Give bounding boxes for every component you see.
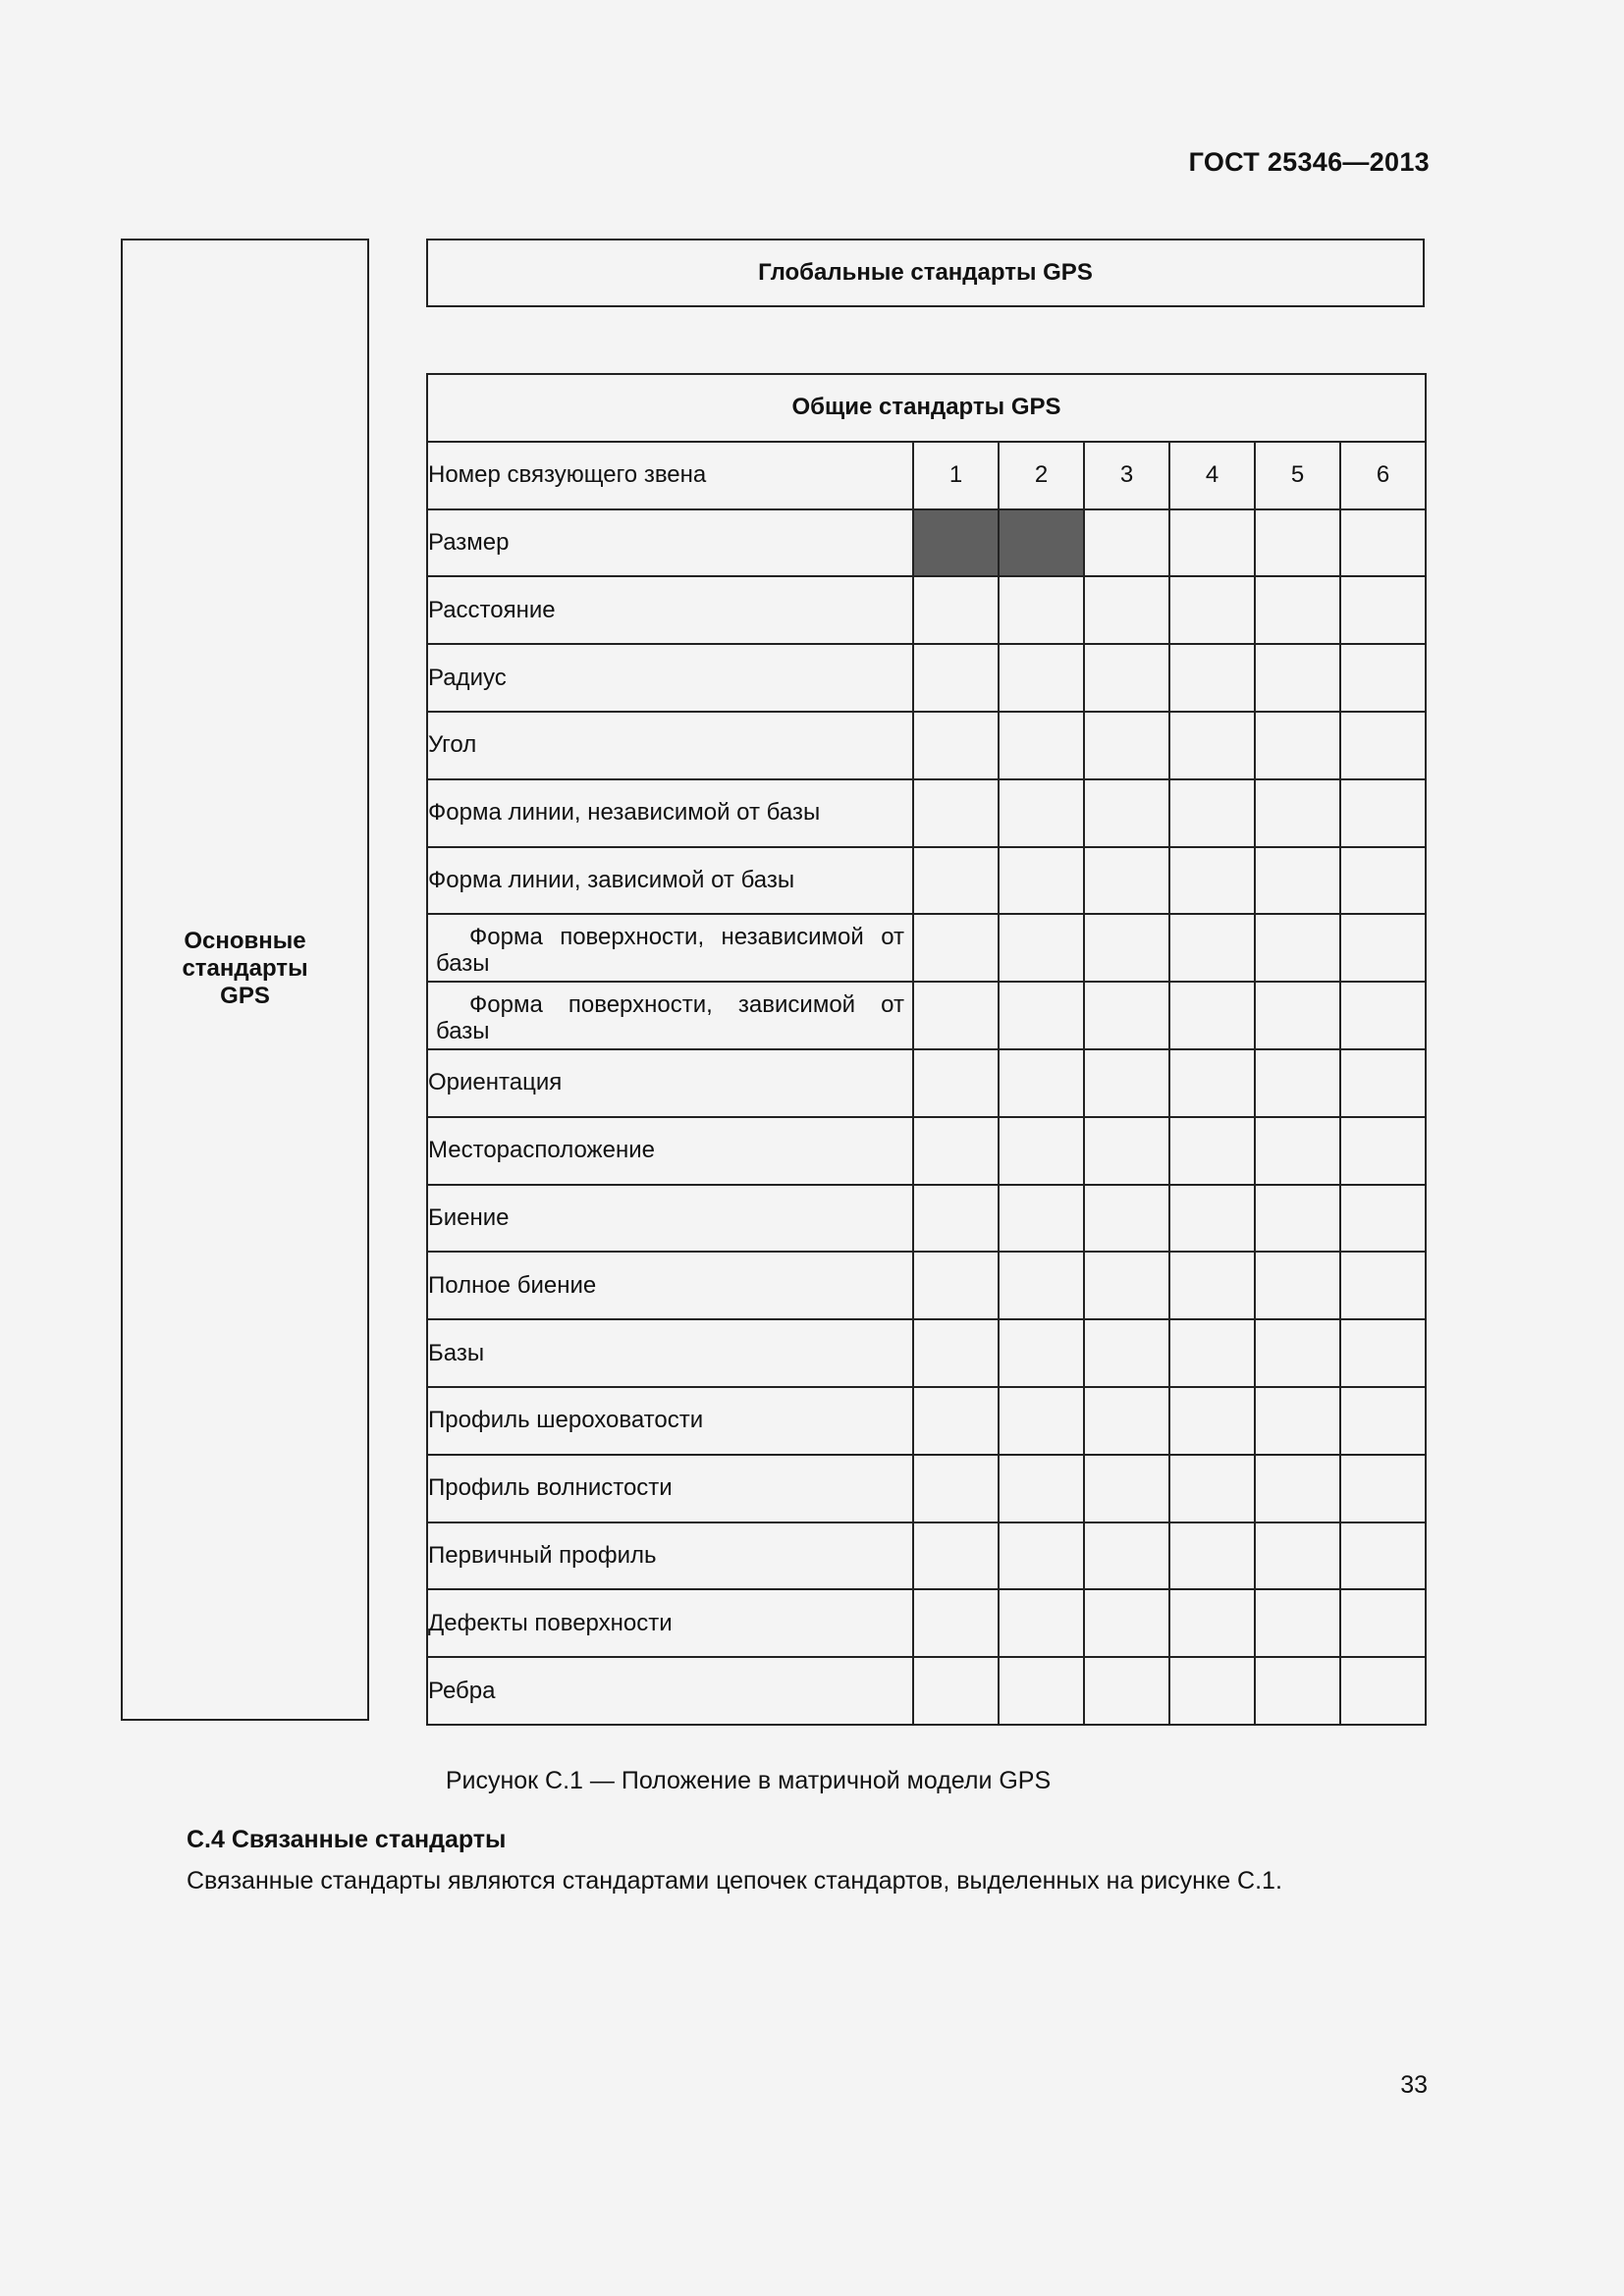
matrix-cell <box>1340 1455 1426 1522</box>
matrix-cell <box>1169 576 1255 644</box>
matrix-cell <box>999 1252 1084 1319</box>
matrix-cell <box>1340 1589 1426 1657</box>
matrix-cell <box>1340 1049 1426 1117</box>
matrix-cell <box>999 847 1084 915</box>
matrix-cell <box>1169 1252 1255 1319</box>
row-label: Радиус <box>427 644 913 712</box>
basic-standards-label: Основные стандарты GPS <box>182 928 308 1009</box>
column-number-2: 2 <box>999 442 1084 509</box>
matrix-cell <box>1084 1522 1169 1590</box>
matrix-row <box>427 1455 1426 1522</box>
row-label: Угол <box>427 712 913 779</box>
section-heading: С.4 Связанные стандарты <box>187 1826 507 1853</box>
matrix-row <box>427 1185 1426 1253</box>
matrix-cell <box>999 1049 1084 1117</box>
matrix-title-row <box>427 374 1426 442</box>
matrix-cell <box>913 1117 999 1185</box>
matrix-cell <box>1169 712 1255 779</box>
matrix-cell <box>1340 779 1426 847</box>
row-label: Ориентация <box>427 1049 913 1117</box>
row-label: Форма поверхности, зависимой от базы <box>427 982 913 1049</box>
matrix-cell <box>1340 914 1426 982</box>
matrix-cell <box>1084 1387 1169 1455</box>
column-number-4: 4 <box>1169 442 1255 509</box>
matrix-cell <box>1169 1589 1255 1657</box>
row-label: Профиль шероховатости <box>427 1387 913 1455</box>
matrix-cell <box>1255 1117 1340 1185</box>
row-label: Биение <box>427 1185 913 1253</box>
matrix-cell <box>999 1185 1084 1253</box>
matrix-cell <box>1084 644 1169 712</box>
matrix-cell <box>1255 1185 1340 1253</box>
matrix-row <box>427 1387 1426 1455</box>
matrix-cell <box>999 914 1084 982</box>
matrix-cell <box>913 982 999 1049</box>
matrix-row <box>427 779 1426 847</box>
matrix-cell <box>1169 779 1255 847</box>
section-body: Связанные стандарты являются стандартами цепочек стандартов, выделенных на рисунке С.1. <box>187 1867 1282 1895</box>
matrix-row <box>427 509 1426 577</box>
matrix-cell <box>1255 847 1340 915</box>
matrix-cell <box>1169 982 1255 1049</box>
column-number-1: 1 <box>913 442 999 509</box>
matrix-cell <box>1084 509 1169 577</box>
matrix-cell <box>999 779 1084 847</box>
general-standards-title: Общие стандарты GPS <box>427 374 1426 442</box>
matrix-cell <box>1255 1049 1340 1117</box>
row-label: Базы <box>427 1319 913 1387</box>
row-label: Ребра <box>427 1657 913 1725</box>
matrix-row <box>427 1657 1426 1725</box>
matrix-cell <box>1084 982 1169 1049</box>
matrix-cell <box>1340 1117 1426 1185</box>
matrix-cell <box>1084 1049 1169 1117</box>
matrix-cell <box>1169 1185 1255 1253</box>
matrix-row <box>427 847 1426 915</box>
matrix-cell <box>1255 1252 1340 1319</box>
matrix-cell <box>1084 1589 1169 1657</box>
matrix-cell <box>913 779 999 847</box>
matrix-cell <box>1340 847 1426 915</box>
matrix-cell <box>999 1657 1084 1725</box>
matrix-cell <box>1169 1117 1255 1185</box>
matrix-row <box>427 1252 1426 1319</box>
row-label: Расстояние <box>427 576 913 644</box>
matrix-cell <box>913 712 999 779</box>
matrix-cell <box>1084 847 1169 915</box>
matrix-cell <box>913 644 999 712</box>
matrix-cell <box>1084 914 1169 982</box>
matrix-cell <box>1255 982 1340 1049</box>
matrix-cell <box>1084 1252 1169 1319</box>
row-label: Дефекты поверхности <box>427 1589 913 1657</box>
matrix-cell <box>1169 644 1255 712</box>
matrix-cell <box>1255 914 1340 982</box>
matrix-cell <box>1255 644 1340 712</box>
matrix-cell <box>1340 1657 1426 1725</box>
column-number-5: 5 <box>1255 442 1340 509</box>
matrix-cell <box>999 1387 1084 1455</box>
matrix-cell <box>999 576 1084 644</box>
matrix-cell <box>913 1252 999 1319</box>
matrix-row <box>427 576 1426 644</box>
matrix-cell <box>999 1589 1084 1657</box>
matrix-cell <box>1169 914 1255 982</box>
matrix-cell <box>913 576 999 644</box>
matrix-body <box>427 442 1426 1725</box>
matrix-cell <box>913 1522 999 1590</box>
matrix-cell-filled <box>913 509 999 577</box>
matrix-row <box>427 1049 1426 1117</box>
matrix-cell <box>1255 779 1340 847</box>
matrix-row <box>427 644 1426 712</box>
matrix-cell <box>1340 644 1426 712</box>
matrix-cell <box>1169 1387 1255 1455</box>
matrix-cell <box>1169 1657 1255 1725</box>
matrix-cell <box>1084 1185 1169 1253</box>
row-label: Форма линии, зависимой от базы <box>427 847 913 915</box>
matrix-cell <box>913 1657 999 1725</box>
matrix-cell <box>1340 982 1426 1049</box>
basic-standards-box <box>121 239 369 1721</box>
matrix-cell <box>999 644 1084 712</box>
matrix-cell <box>999 1117 1084 1185</box>
matrix-cell <box>913 914 999 982</box>
matrix-row <box>427 1319 1426 1387</box>
row-label: Форма линии, независимой от базы <box>427 779 913 847</box>
link-number-label: Номер связующего звена <box>427 442 913 509</box>
matrix-cell <box>913 847 999 915</box>
matrix-cell <box>999 1319 1084 1387</box>
figure-caption <box>0 1767 1624 1795</box>
column-number-6: 6 <box>1340 442 1426 509</box>
matrix-cell <box>1255 1657 1340 1725</box>
matrix-cell <box>1169 509 1255 577</box>
matrix-cell <box>1084 1657 1169 1725</box>
row-label: Полное биение <box>427 1252 913 1319</box>
matrix-cell <box>913 1319 999 1387</box>
matrix-row <box>427 712 1426 779</box>
matrix-cell <box>1169 1319 1255 1387</box>
matrix-row <box>427 1589 1426 1657</box>
matrix-cell-filled <box>999 509 1084 577</box>
matrix-cell <box>1255 1387 1340 1455</box>
column-number-3: 3 <box>1084 442 1169 509</box>
document-code: ГОСТ 25346—2013 <box>1188 147 1430 177</box>
matrix-row <box>427 1522 1426 1590</box>
matrix-cell <box>1255 712 1340 779</box>
matrix-cell <box>999 1455 1084 1522</box>
matrix-cell <box>1084 576 1169 644</box>
matrix-cell <box>1340 509 1426 577</box>
matrix-cell <box>1084 1319 1169 1387</box>
matrix-cell <box>1169 1049 1255 1117</box>
matrix-cell <box>1340 1387 1426 1455</box>
matrix-cell <box>1255 1319 1340 1387</box>
matrix-cell <box>1169 1522 1255 1590</box>
matrix-cell <box>1340 1185 1426 1253</box>
row-label: Месторасположение <box>427 1117 913 1185</box>
matrix-cell <box>1255 1522 1340 1590</box>
matrix-cell <box>913 1387 999 1455</box>
matrix-row <box>427 914 1426 982</box>
matrix-cell <box>913 1455 999 1522</box>
matrix-cell <box>1255 576 1340 644</box>
matrix-row <box>427 982 1426 1049</box>
matrix-cell <box>1255 1589 1340 1657</box>
matrix-cell <box>913 1589 999 1657</box>
row-label: Профиль волнистости <box>427 1455 913 1522</box>
matrix-cell <box>1340 712 1426 779</box>
row-label: Первичный профиль <box>427 1522 913 1590</box>
matrix-row <box>427 1117 1426 1185</box>
matrix-cell <box>999 712 1084 779</box>
matrix-cell <box>1340 576 1426 644</box>
matrix-cell <box>1340 1522 1426 1590</box>
page-number: 33 <box>1400 2071 1428 2099</box>
matrix-cell <box>1255 509 1340 577</box>
matrix-cell <box>1084 1455 1169 1522</box>
matrix-cell <box>913 1049 999 1117</box>
matrix-cell <box>999 1522 1084 1590</box>
matrix-cell <box>1084 779 1169 847</box>
matrix-cell <box>1340 1252 1426 1319</box>
gps-matrix-table <box>426 373 1427 1726</box>
figure-caption-text: Рисунок С.1 — Положение в матричной модели GPS <box>445 1767 1052 1794</box>
global-standards-box: Глобальные стандарты GPS <box>426 239 1425 307</box>
matrix-cell <box>1169 1455 1255 1522</box>
link-number-header-row <box>427 442 1426 509</box>
matrix-cell <box>1084 1117 1169 1185</box>
matrix-cell <box>913 1185 999 1253</box>
matrix-cell <box>1255 1455 1340 1522</box>
row-label: Размер <box>427 509 913 577</box>
matrix-cell <box>1084 712 1169 779</box>
row-label: Форма поверхности, независимой от базы <box>427 914 913 982</box>
matrix-cell <box>1340 1319 1426 1387</box>
matrix-cell <box>1169 847 1255 915</box>
matrix-cell <box>999 982 1084 1049</box>
